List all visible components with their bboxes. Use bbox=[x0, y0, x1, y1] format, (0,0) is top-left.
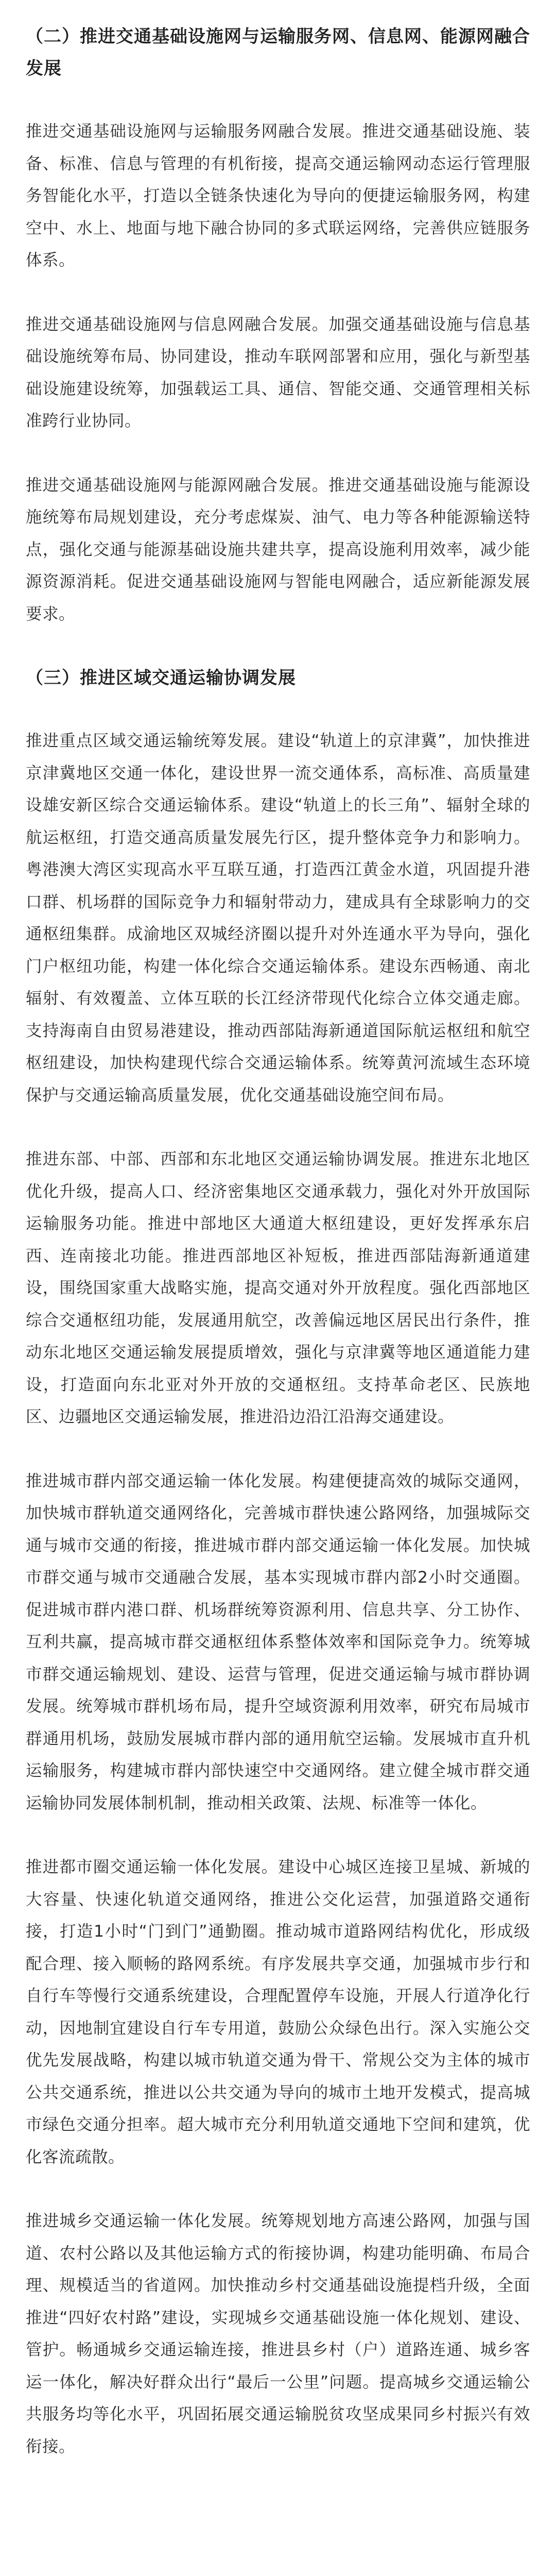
paragraph: 推进交通基础设施网与运输服务网融合发展。推进交通基础设施、装备、标准、信息与管理的有机衔接，提高交通运输网动态运行管理服务智能化水平，打造以全链条快速化为导向的便捷运输服务网，构建空中、水上、地面与地下融合协同的多式联运网络，完善供应链服务体系。 bbox=[26, 122, 530, 269]
paragraph: 推进城乡交通运输一体化发展。统筹规划地方高速公路网，加强与国道、农村公路以及其他运输方式的衔接协调，构建功能明确、布局合理、规模适当的省道网。加快推动乡村交通基础设施提档升级，全面推进“四好农村路”建设，实现城乡交通基础设施一体化规划、建设、管护。畅通城乡交通运输连接，推进县乡村（户）道路连通、城乡客运一体化，解决好群众出行“最后一公里”问题。提高城乡交通运输公共服务均等化水平，巩固拓展交通运输脱贫攻坚成果同乡村振兴有效衔接。 bbox=[26, 2212, 530, 2456]
paragraph: 推进重点区域交通运输统筹发展。建设“轨道上的京津冀”，加快推进京津冀地区交通一体化，建设世界一流交通体系，高标准、高质量建设雄安新区综合交通运输体系。建设“轨道上的长三角”、辐射全球的航运枢纽，打造交通高质量发展先行区，提升整体竞争力和影响力。粤港澳大湾区实现高水平互联互通，打造西江黄金水道，巩固提升港口群、机场群的国际竞争力和辐射带动力，建成具有全球影响力的交通枢纽集群。成渝地区双城经济圈以提升对外连通水平为导向，强化门户枢纽功能，构建一体化综合交通运输体系。建设东西畅通、南北辐射、有效覆盖、立体互联的长江经济带现代化综合立体交通走廊。支持海南自由贸易港建设，推动西部陆海新通道国际航运枢纽和航空枢纽建设，加快构建现代综合交通运输体系。统筹黄河流域生态环境保护与交通运输高质量发展，优化交通基础设施空间布局。 bbox=[26, 732, 530, 1105]
paragraph: 推进交通基础设施网与能源网融合发展。推进交通基础设施与能源设施统筹布局规划建设，充分考虑煤炭、油气、电力等各种能源输送特点，强化交通与能源基础设施共建共享，提高设施利用效率，减少能源资源消耗。促进交通基础设施网与智能电网融合，适应新能源发展要求。 bbox=[26, 476, 530, 623]
paragraph: 推进城市群内部交通运输一体化发展。构建便捷高效的城际交通网，加快城市群轨道交通网络化，完善城市群快速公路网络，加强城际交通与城市交通的衔接，推进城市群内部交通运输一体化发展。加快城市群交通与城市交通融合发展，基本实现城市群内部2小时交通圈。促进城市群内港口群、机场群统筹资源利用、信息共享、分工协作、互利共赢，提高城市群交通枢纽体系整体效率和国际竞争力。统筹城市群交通运输规划、建设、运营与管理，促进交通运输与城市群协调发展。统筹城市群机场布局，提升空域资源利用效率，研究布局城市群通用机场，鼓励发展城市群内部的通用航空运输。发展城市直升机运输服务，构建城市群内部快速空中交通网络。建立健全城市群交通运输协同发展体制机制，推动相关政策、法规、标准等一体化。 bbox=[26, 1471, 530, 1812]
section-heading-3: （三）推进区域交通运输协调发展 bbox=[26, 668, 296, 688]
section-heading-2: （二）推进交通基础设施网与运输服务网、信息网、能源网融合发展 bbox=[26, 26, 530, 79]
paragraph: 推进交通基础设施网与信息网融合发展。加强交通基础设施与信息基础设施统筹布局、协同建设，推动车联网部署和应用，强化与新型基础设施建设统筹，加强载运工具、通信、智能交通、交通管理相关标准跨行业协同。 bbox=[26, 315, 530, 430]
paragraph: 推进都市圈交通运输一体化发展。建设中心城区连接卫星城、新城的大容量、快速化轨道交通网络，推进公交化运营，加强道路交通衔接，打造1小时“门到门”通勤圈。推动城市道路网结构优化，形成级配合理、接入顺畅的路网系统。有序发展共享交通，加强城市步行和自行车等慢行交通系统建设，合理配置停车设施，开展人行道净化行动，因地制宜建设自行车专用道，鼓励公众绿色出行。深入实施公交优先发展战略，构建以城市轨道交通为骨干、常规公交为主体的城市公共交通系统，推进以公共交通为导向的城市土地开发模式，提高城市绿色交通分担率。超大城市充分利用轨道交通地下空间和建筑，优化客流疏散。 bbox=[26, 1858, 530, 2166]
paragraph: 推进东部、中部、西部和东北地区交通运输协调发展。推进东北地区优化升级，提高人口、经济密集地区交通承载力，强化对外开放国际运输服务功能。推进中部地区大通道大枢纽建设，更好发挥承东启西、连南接北功能。推进西部地区补短板，推进西部陆海新通道建设，围绕国家重大战略实施，提高交通对外开放程度。强化西部地区综合交通枢纽功能，发展通用航空，改善偏远地区居民出行条件，推动东北地区交通运输发展提质增效，强化与京津冀等地区通道能力建设，打造面向东北亚对外开放的交通枢纽。支持革命老区、民族地区、边疆地区交通运输发展，推进沿边沿江沿海交通建设。 bbox=[26, 1150, 530, 1426]
